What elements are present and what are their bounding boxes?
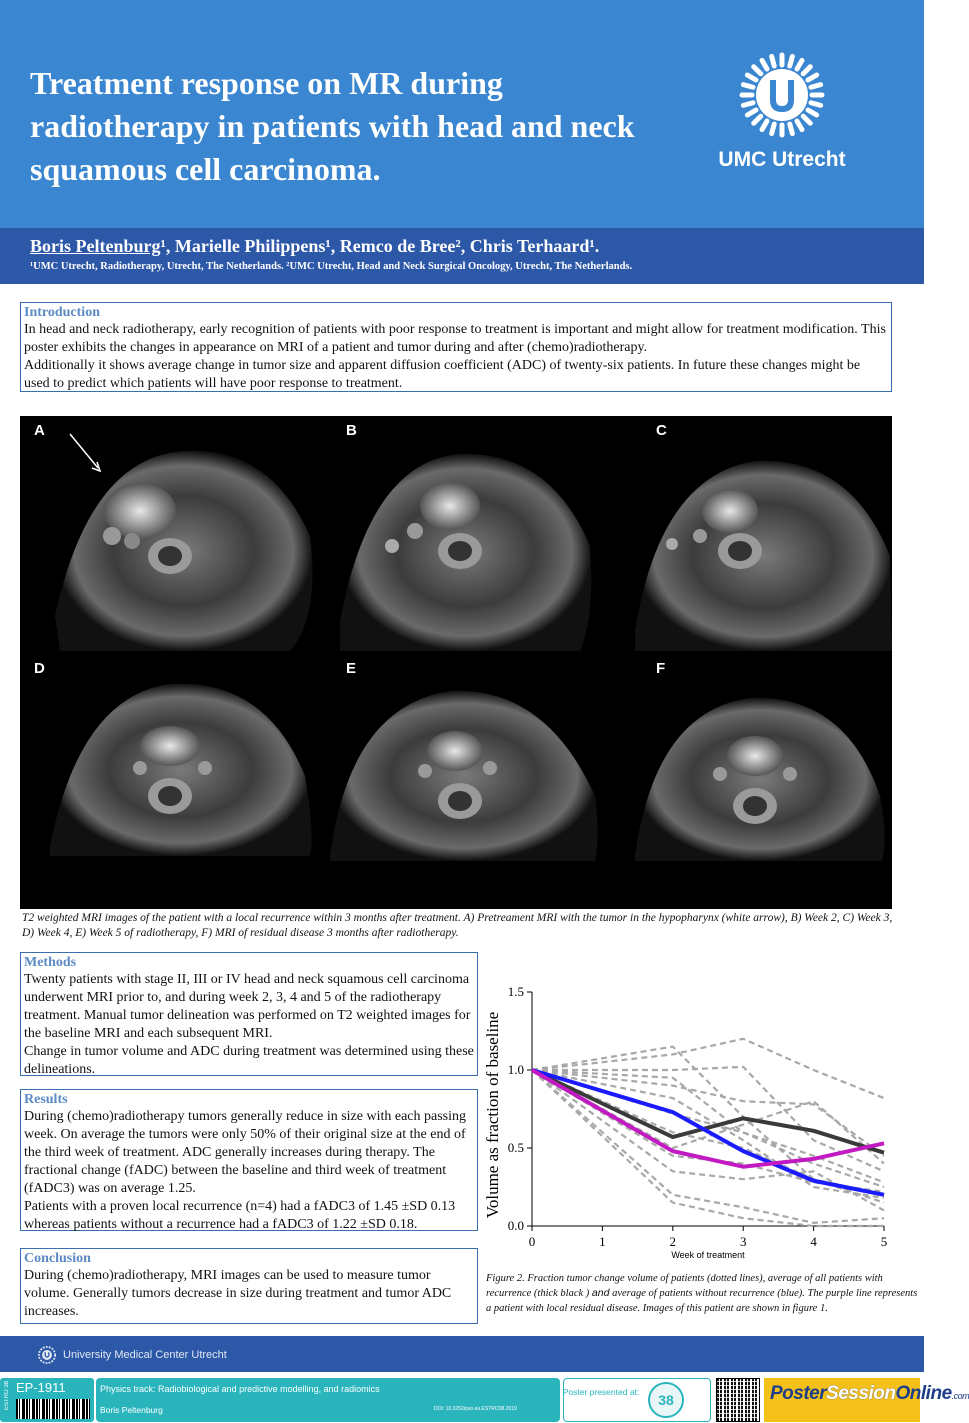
volume-line-chart — [478, 980, 918, 1270]
x-tick-label-3: 3 — [739, 1234, 747, 1249]
mri-caption: T2 weighted MRI images of the patient with a local recurrence within 3 months after treatment. A) Pretreament MRI with the tumor in the hypopharynx (white arrow), B) Week 2, C) Week 3, D) Week 4, E) Week 5 of radiotherapy, F) MRI of residual disease 3 months after radiotherapy. — [22, 912, 893, 939]
track-name: Physics track: Radiobiological and predictive modelling, and radiomics — [100, 1384, 380, 1394]
footer-institution: University Medical Center Utrecht — [63, 1349, 227, 1361]
scan-label-a: A — [34, 422, 45, 439]
pso-session: Session — [826, 1383, 896, 1404]
y-tick-label-2: 1.0 — [507, 1062, 524, 1077]
ep-code: EP-1911 — [16, 1380, 66, 1395]
caption-and: and — [591, 1287, 610, 1299]
series-line-14 — [532, 1070, 884, 1195]
x-tick-label-1: 1 — [599, 1234, 606, 1249]
methods-heading: Methods — [24, 955, 77, 970]
affiliations: ¹UMC Utrecht, Radiotherapy, Utrecht, The Netherlands. ²UMC Utrecht, Head and Neck Surgical Oncology, Utrecht, The Netherlands. — [30, 261, 633, 272]
pso-poster: Poster — [770, 1383, 827, 1404]
mri-scan-d — [50, 684, 312, 856]
scan-label-e: E — [346, 660, 357, 677]
conclusion-box — [20, 1248, 478, 1324]
caption-part-a: Figure 2. Fraction tumor change volume of patients (dotted lines), average of all patients with recurrence (thick black ) — [486, 1273, 883, 1299]
presenter-name: Boris Peltenburg — [100, 1405, 163, 1415]
estro-38-logo-icon — [644, 1380, 688, 1420]
y-tick-label-3: 1.5 — [507, 984, 524, 999]
x-axis-label: Week of treatment — [671, 1250, 745, 1260]
mri-scan-c — [635, 461, 892, 651]
x-tick-label-2: 2 — [669, 1234, 677, 1249]
results-heading: Results — [24, 1092, 68, 1107]
y-tick-label-1: 0.5 — [507, 1140, 524, 1155]
x-tick-label-4: 4 — [810, 1234, 817, 1249]
first-author: Boris Peltenburg — [30, 236, 161, 256]
x-tick-label-0: 0 — [528, 1234, 536, 1249]
conclusion-heading: Conclusion — [24, 1251, 91, 1266]
results-box — [20, 1089, 478, 1231]
poster-title: Treatment response on MR during radiotherapy in patients with head and neck squamous cell carcinoma. — [30, 65, 635, 187]
presented-at-label: Poster presented at: — [562, 1387, 640, 1397]
tumor-arrow-icon — [70, 434, 98, 468]
x-tick-label-5: 5 — [880, 1234, 888, 1249]
scan-label-f: F — [656, 660, 666, 677]
introduction-text-2: Additionally it shows average change in tumor size and apparent diffusion coefficient (ADC) of twenty-six patients. In future these changes might be used to predict which patients will have poor response to treatment. — [24, 358, 861, 391]
scan-label-b: B — [346, 422, 357, 439]
poster-session-online-text — [770, 1383, 969, 1405]
methods-text-1: Twenty patients with stage II, III or IV head and neck squamous cell carcinoma underwent MRI prior to, and during week 2, 3, 4 and 5 of the radiotherapy treatment. Manual tumor delineation was performed on T2 weighted images for the baseline MRI and each subsequent MRI. — [24, 972, 471, 1041]
results-text-1: During (chemo)radiotherapy tumors generally reduce in size with each passing week. On average the tumors were only 50% of their original size at the end of the third week of treatment. ADC generally increases during therapy. The fractional change (fADC) between the baseline and third week of treatment (fADC3) was on average 1.25. — [24, 1109, 467, 1196]
introduction-text-1: In head and neck radiotherapy, early recognition of patients with poor response to treatment is important and might allow for treatment modification. This poster exhibits the changes in appearance on MRI of a patient and tumor during and after (chemo)radiotherapy. — [24, 322, 886, 355]
presented-at-box — [563, 1378, 711, 1422]
conclusion-text: During (chemo)radiotherapy, MRI images can be used to measure tumor volume. Generally tumors decrease in size during treatment and tumor ADC increases. — [24, 1268, 452, 1319]
mri-scan-e — [330, 691, 598, 861]
coauthors: ¹, Marielle Philippens¹, Remco de Bree², Chris Terhaard¹. — [160, 236, 600, 256]
y-axis-label: Volume as fraction of baseline — [483, 1011, 502, 1219]
logo-text: UMC Utrecht — [718, 148, 846, 171]
caption-part-b: average of patients without recurrence (blue). The purple line represents a patient with local residual disease. Images of this patient are shown in figure 1. — [486, 1288, 918, 1314]
mri-scan-b — [340, 454, 591, 651]
pso-com: .com — [951, 1391, 969, 1401]
mri-scans — [20, 416, 892, 909]
ep-side-label: ESTRO 38 — [4, 1381, 10, 1411]
scan-label-d: D — [34, 660, 45, 677]
doi-text: DOI: 10.3252/pso.eu.ESTRO38.2019 — [434, 1406, 517, 1412]
mri-scan-a — [55, 434, 313, 651]
methods-box — [20, 952, 478, 1076]
series-line-1 — [532, 1039, 884, 1098]
introduction-box — [20, 302, 892, 392]
barcode-icon — [16, 1399, 90, 1419]
qr-code-icon[interactable] — [716, 1378, 760, 1422]
mri-scan-f — [635, 698, 885, 861]
series-line-10 — [532, 1070, 884, 1223]
estro-number: 38 — [658, 1392, 674, 1408]
series-line-5 — [532, 1070, 884, 1198]
mri-image-grid — [20, 416, 892, 909]
figure-2-caption — [486, 1271, 918, 1316]
umc-footer-logo-icon — [38, 1346, 56, 1364]
methods-text-2: Change in tumor volume and ADC during treatment was determined using these delineations. — [24, 1044, 474, 1077]
authors — [30, 236, 599, 257]
introduction-heading: Introduction — [24, 305, 100, 320]
y-tick-label-0: 0.0 — [507, 1218, 524, 1233]
scan-label-c: C — [656, 422, 667, 439]
results-text-2: Patients with a proven local recurrence (n=4) had a fADC3 of 1.45 ±SD 0.13 whereas patients without a recurrence had a fADC3 of 1.22 ±SD 0.18. — [24, 1199, 456, 1232]
pso-online: Online — [895, 1383, 952, 1404]
